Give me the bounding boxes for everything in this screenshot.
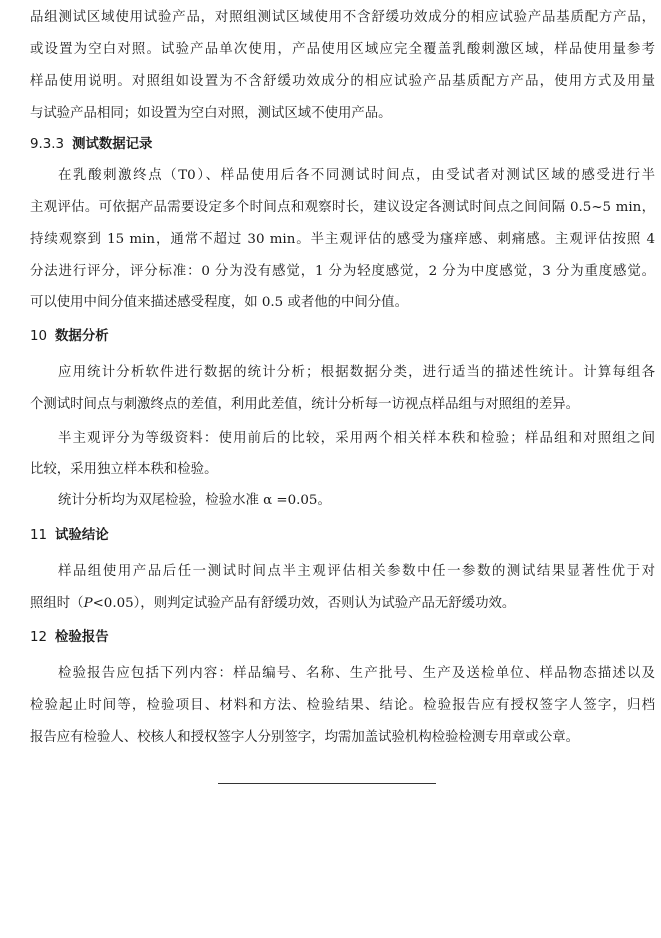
section-heading-12	[30, 629, 109, 647]
p-symbol: P	[83, 596, 93, 611]
paragraph-line: 检验起止时间等，检验项目、材料和方法、检验结果、结论。检验报告应有授权签字人签字，归档	[30, 698, 655, 713]
paragraph-line: 在乳酸刺激终点（T0）、样品使用后各不同测试时间点，由受试者对测试区域的感受进行半	[58, 168, 655, 183]
section-title: 测试数据记录	[72, 137, 153, 152]
paragraph-line: 持续观察到 15 min，通常不超过 30 min。半主观评估的感受为瘙痒感、刺痛感。主观评估按照 4	[30, 232, 655, 247]
section-heading-9-3-3	[30, 136, 152, 154]
paragraph-line: 主观评估。可依据产品需要设定多个时间点和观察时长，建议设定各测试时间点之间间隔 0.5~5 min，	[30, 200, 655, 215]
paragraph-line: 个测试时间点与刺激终点的差值，利用此差值，统计分析每一访视点样品组与对照组的差异。	[30, 397, 580, 412]
paragraph-line: 报告应有检验人、校核人和授权签字人分别签字，均需加盖试验机构检验检测专用章或公章。	[30, 730, 580, 745]
paragraph-line: 分法进行评分，评分标准：0 分为没有感觉，1 分为轻度感觉，2 分为中度感觉，3 分为重度感觉。	[30, 264, 655, 279]
paragraph-line: 可以使用中间分值来描述感受程度，如 0.5 或者他的中间分值。	[30, 295, 408, 310]
paragraph-line: 比较，采用独立样本秩和检验。	[30, 462, 218, 477]
paragraph-line	[30, 595, 655, 613]
section-heading-11	[30, 527, 109, 545]
section-heading-10	[30, 328, 109, 346]
end-rule-divider	[218, 783, 436, 784]
paragraph-line: 品组测试区域使用试验产品，对照组测试区域使用不含舒缓功效成分的相应试验产品基质配方产品，	[30, 10, 655, 25]
paragraph-line: 统计分析均为双尾检验，检验水准 α =0.05。	[58, 493, 331, 508]
section-title: 检验报告	[55, 630, 109, 645]
paragraph-line: 或设置为空白对照。试验产品单次使用，产品使用区域应完全覆盖乳酸刺激区域，样品使用量参考	[30, 42, 655, 57]
paragraph-line: 应用统计分析软件进行数据的统计分析；根据数据分类，进行适当的描述性统计。计算每组各	[58, 365, 655, 380]
section-number: 9.3.3	[30, 137, 65, 152]
text-fragment: 照组时（	[30, 596, 84, 611]
paragraph-line: 样品使用说明。对照组如设置为不含舒缓功效成分的相应试验产品基质配方产品，使用方式及用量	[30, 74, 655, 89]
paragraph-line: 与试验产品相同；如设置为空白对照，测试区域不使用产品。	[30, 106, 392, 121]
section-number: 10	[30, 329, 48, 344]
section-number: 11	[30, 528, 48, 543]
section-title: 数据分析	[55, 329, 109, 344]
section-title: 试验结论	[55, 528, 109, 543]
paragraph-line: 半主观评分为等级资料：使用前后的比较，采用两个相关样本秩和检验；样品组和对照组之间	[58, 431, 655, 446]
paragraph-line: 样品组使用产品后任一测试时间点半主观评估相关参数中任一参数的测试结果显著性优于对	[58, 564, 655, 579]
section-number: 12	[30, 630, 48, 645]
text-fragment: <0.05），则判定试验产品有舒缓功效，否则认为试验产品无舒缓功效。	[92, 596, 516, 611]
paragraph-line: 检验报告应包括下列内容：样品编号、名称、生产批号、生产及送检单位、样品物态描述以及	[58, 666, 655, 681]
